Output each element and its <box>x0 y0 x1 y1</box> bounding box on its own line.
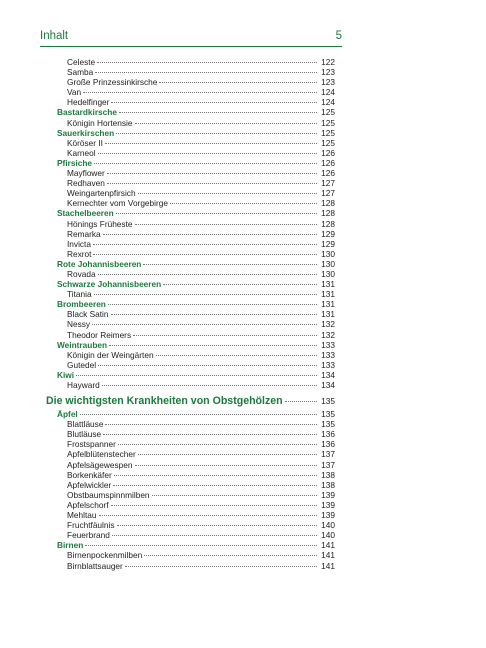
toc-label: Weintrauben <box>57 339 108 350</box>
toc-label: Sauerkirschen <box>57 127 115 138</box>
toc-group-heading[interactable] <box>57 208 335 218</box>
toc-entry[interactable] <box>57 500 335 510</box>
toc-group-heading[interactable] <box>57 259 335 269</box>
toc-page-number: 133 <box>321 339 335 350</box>
toc-label: Remarka <box>67 228 101 239</box>
toc-entry[interactable] <box>57 239 335 249</box>
toc-page-number: 133 <box>321 349 335 360</box>
toc-entry[interactable] <box>57 439 335 449</box>
toc-group-heading[interactable] <box>57 370 335 380</box>
dot-leader <box>94 294 317 295</box>
toc-label: Königin Hortensie <box>67 117 133 128</box>
toc-entry[interactable] <box>57 360 335 370</box>
toc-entry[interactable] <box>57 490 335 500</box>
dot-leader <box>152 495 317 496</box>
dot-leader <box>135 465 317 466</box>
toc-group-heading[interactable] <box>57 107 335 117</box>
toc-label: Königin der Weingärten <box>67 349 154 360</box>
dot-leader <box>116 133 317 134</box>
toc-page-number: 140 <box>321 530 335 541</box>
toc-entry[interactable] <box>57 198 335 208</box>
header-title: Inhalt <box>40 30 69 42</box>
toc-page-number: 128 <box>321 208 335 219</box>
dot-leader <box>108 304 317 305</box>
toc-label: Stachelbeeren <box>57 208 114 219</box>
toc-entry[interactable] <box>57 460 335 470</box>
dot-leader <box>138 454 317 455</box>
toc-page-number: 126 <box>321 157 335 168</box>
dot-leader <box>113 485 317 486</box>
toc-group-heading[interactable] <box>57 128 335 138</box>
toc-label: Apfelwickler <box>67 479 112 490</box>
toc-page-number: 128 <box>321 198 335 209</box>
toc-label: Invicta <box>67 238 91 249</box>
toc-page-number: 135 <box>321 396 335 407</box>
dot-leader <box>170 203 317 204</box>
toc-label: Rovada <box>67 268 96 279</box>
dot-leader <box>98 274 317 275</box>
toc-label: Rexrot <box>67 248 92 259</box>
toc-page-number: 126 <box>321 147 335 158</box>
toc-label: Nessy <box>67 319 91 330</box>
toc-label: Kiwi <box>57 369 75 380</box>
toc-entry[interactable] <box>57 97 335 107</box>
toc-page-number: 123 <box>321 67 335 78</box>
dot-leader <box>103 434 317 435</box>
dot-leader <box>143 264 317 265</box>
dot-leader <box>118 444 317 445</box>
toc-entry[interactable] <box>57 510 335 520</box>
dot-leader <box>95 72 317 73</box>
toc-page-number: 138 <box>321 469 335 480</box>
toc-entry[interactable] <box>57 520 335 530</box>
toc-label: Mayflower <box>67 168 105 179</box>
toc-label: Bastardkirsche <box>57 107 117 118</box>
toc-label: Hayward <box>67 380 100 390</box>
toc-page-number: 136 <box>321 429 335 440</box>
toc-page-number: 138 <box>321 479 335 490</box>
toc-entry[interactable] <box>57 67 335 77</box>
dot-leader <box>109 345 317 346</box>
dot-leader <box>102 385 317 386</box>
toc-page-number: 135 <box>321 409 335 420</box>
toc-page-number: 133 <box>321 359 335 370</box>
toc-page-number: 124 <box>321 87 335 98</box>
toc-label: Apfelschorf <box>67 499 109 510</box>
dot-leader <box>85 545 317 546</box>
toc-entry[interactable] <box>57 77 335 87</box>
toc-label: Obstbaumspinnmilben <box>67 489 150 500</box>
toc-entry[interactable] <box>57 219 335 229</box>
toc-entry[interactable] <box>57 87 335 97</box>
dot-leader <box>112 535 317 536</box>
dot-leader <box>107 173 317 174</box>
toc-entry[interactable] <box>57 380 335 390</box>
dot-leader <box>111 314 317 315</box>
toc-label: Fruchtfäulnis <box>67 520 115 531</box>
dot-leader <box>117 525 318 526</box>
toc-entry[interactable] <box>57 429 335 439</box>
toc-entry[interactable] <box>57 530 335 540</box>
dot-leader <box>163 284 317 285</box>
toc-page-number: 124 <box>321 97 335 108</box>
toc-page-number: 141 <box>321 550 335 561</box>
toc-entry[interactable] <box>57 188 335 198</box>
toc-page-number: 131 <box>321 289 335 300</box>
toc-label: Birnblattsauger <box>67 560 123 571</box>
toc-label: Weingartenpfirsich <box>67 188 136 199</box>
toc-label: Kernechter vom Vorgebirge <box>67 198 169 209</box>
dot-leader <box>83 92 317 93</box>
toc-entry[interactable] <box>57 249 335 259</box>
toc-page-number: 139 <box>321 510 335 521</box>
dot-leader <box>119 112 317 113</box>
toc-entry[interactable] <box>57 330 335 340</box>
dot-leader <box>133 335 317 336</box>
toc-label: Hönings Früheste <box>67 218 133 229</box>
toc-page-number: 123 <box>321 77 335 88</box>
page-header <box>40 30 342 48</box>
dot-leader <box>105 424 317 425</box>
dot-leader <box>97 62 317 63</box>
toc-label: Black Satin <box>67 309 109 320</box>
dot-leader <box>105 143 317 144</box>
toc-page-number: 135 <box>321 419 335 430</box>
header-rule <box>40 46 342 47</box>
toc-label: Karneol <box>67 147 96 158</box>
toc-label: Brombeeren <box>57 299 106 310</box>
dot-leader <box>98 365 317 366</box>
dot-leader <box>285 401 317 402</box>
toc-entry[interactable] <box>57 480 335 490</box>
dot-leader <box>80 414 317 415</box>
toc-page-number: 131 <box>321 299 335 310</box>
toc-page-number: 125 <box>321 127 335 138</box>
toc-entry[interactable] <box>57 561 335 571</box>
toc-page-number: 137 <box>321 449 335 460</box>
toc-label: Mehltau <box>67 510 97 521</box>
dot-leader <box>159 82 317 83</box>
toc-label: Äpfel <box>57 409 78 420</box>
toc-entry[interactable] <box>57 319 335 329</box>
toc-label: Apfelblütenstecher <box>67 449 136 460</box>
toc-page-number: 125 <box>321 107 335 118</box>
toc-page-number: 141 <box>321 540 335 551</box>
toc-entry[interactable] <box>57 309 335 319</box>
toc-entry[interactable] <box>57 289 335 299</box>
toc-label: Theodor Reimers <box>67 329 132 340</box>
dot-leader <box>76 375 317 376</box>
toc-label: Redhaven <box>67 178 105 189</box>
toc-page-number: 122 <box>321 57 335 67</box>
dot-leader <box>107 183 317 184</box>
toc-label: Köröser II <box>67 137 103 148</box>
toc-label: Blutläuse <box>67 429 102 440</box>
toc-page-number: 136 <box>321 439 335 450</box>
dot-leader <box>135 123 318 124</box>
toc-page-number: 139 <box>321 499 335 510</box>
dot-leader <box>156 355 317 356</box>
dot-leader <box>92 324 317 325</box>
toc-page-number: 137 <box>321 459 335 470</box>
toc-group-heading[interactable] <box>57 158 335 168</box>
toc-entry[interactable] <box>57 148 335 158</box>
toc-label: Borkenkäfer <box>67 469 112 480</box>
dot-leader <box>135 224 318 225</box>
toc-page-number: 126 <box>321 168 335 179</box>
toc-entry[interactable] <box>57 269 335 279</box>
dot-leader <box>98 153 317 154</box>
toc-label: Birnen <box>57 540 84 551</box>
toc-group-heading[interactable] <box>57 340 335 350</box>
toc-page-number: 132 <box>321 329 335 340</box>
toc-group-heading[interactable] <box>57 409 335 419</box>
toc-page-number: 130 <box>321 248 335 259</box>
toc-label: Schwarze Johannisbeeren <box>57 279 162 290</box>
dot-leader <box>94 163 317 164</box>
toc-page-number: 132 <box>321 319 335 330</box>
dot-leader <box>111 102 317 103</box>
dot-leader <box>125 566 317 567</box>
toc-page-number: 125 <box>321 137 335 148</box>
toc-group-heading[interactable] <box>57 279 335 289</box>
dot-leader <box>138 193 317 194</box>
toc-page-number: 140 <box>321 520 335 531</box>
toc-label: Frostspanner <box>67 439 116 450</box>
toc-page-number: 134 <box>321 380 335 390</box>
toc-page-number: 134 <box>321 369 335 380</box>
toc-entry[interactable] <box>57 138 335 148</box>
toc-page-number: 125 <box>321 117 335 128</box>
toc-label: Apfelsägewespen <box>67 459 133 470</box>
toc-entry[interactable] <box>57 449 335 459</box>
toc-label: Gutedel <box>67 359 97 370</box>
table-of-contents <box>46 57 335 571</box>
toc-page-number: 139 <box>321 489 335 500</box>
toc-entry[interactable] <box>57 118 335 128</box>
dot-leader <box>93 254 317 255</box>
toc-label: Samba <box>67 67 94 78</box>
toc-entry[interactable] <box>57 550 335 560</box>
dot-leader <box>116 213 317 214</box>
dot-leader <box>103 234 317 235</box>
toc-label: Pfirsiche <box>57 157 93 168</box>
toc-label: Celeste <box>67 57 96 67</box>
toc-section[interactable] <box>46 394 335 409</box>
toc-page-number: 129 <box>321 228 335 239</box>
toc-page-number: 128 <box>321 218 335 229</box>
toc-label: Feuerbrand <box>67 530 110 541</box>
toc-label: Titania <box>67 289 92 300</box>
toc-label: Die wichtigsten Krankheiten von Obstgehölzen <box>46 395 283 408</box>
dot-leader <box>111 505 317 506</box>
toc-entry[interactable] <box>57 178 335 188</box>
toc-page-number: 141 <box>321 560 335 571</box>
toc-group-heading[interactable] <box>57 540 335 550</box>
toc-entry[interactable] <box>57 57 335 67</box>
toc-label: Rote Johannisbeeren <box>57 258 142 269</box>
dot-leader <box>99 515 317 516</box>
toc-label: Hedelfinger <box>67 97 110 108</box>
toc-label: Blattläuse <box>67 419 104 430</box>
toc-label: Große Prinzessinkirsche <box>67 77 158 88</box>
toc-group-heading[interactable] <box>57 299 335 309</box>
toc-label: Birnenpockenmilben <box>67 550 143 561</box>
toc-page-number: 131 <box>321 309 335 320</box>
toc-label: Van <box>67 87 82 98</box>
dot-leader <box>144 555 317 556</box>
toc-entry[interactable] <box>57 350 335 360</box>
toc-page-number: 127 <box>321 188 335 199</box>
toc-entry[interactable] <box>57 419 335 429</box>
toc-entry[interactable] <box>57 470 335 480</box>
toc-entry[interactable] <box>57 168 335 178</box>
toc-page-number: 127 <box>321 178 335 189</box>
header-page-number: 5 <box>335 30 342 42</box>
toc-page-number: 129 <box>321 238 335 249</box>
toc-page-number: 130 <box>321 258 335 269</box>
dot-leader <box>114 475 317 476</box>
toc-entry[interactable] <box>57 229 335 239</box>
toc-page-number: 130 <box>321 268 335 279</box>
toc-page-number: 131 <box>321 279 335 290</box>
dot-leader <box>93 244 317 245</box>
